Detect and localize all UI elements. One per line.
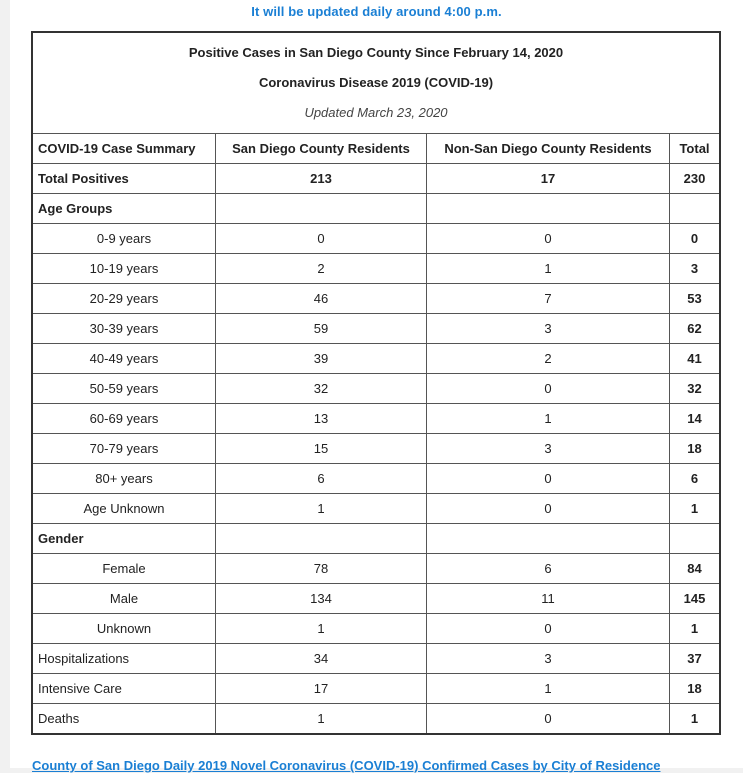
row-label: 70-79 years [32,434,216,464]
section-label: Age Groups [32,194,216,224]
row-label: Male [32,584,216,614]
table-row [32,464,720,494]
header-case-summary: COVID-19 Case Summary [32,134,216,164]
total-value: 41 [670,344,721,374]
non-sd-value: 6 [427,554,670,584]
non-sd-value: 1 [427,254,670,284]
sd-value: 134 [216,584,427,614]
table-row [32,374,720,404]
total-value: 53 [670,284,721,314]
case-summary-table [31,31,721,735]
total-value: 230 [670,164,721,194]
row-label: Intensive Care [32,674,216,704]
table-row [32,644,720,674]
non-sd-value: 11 [427,584,670,614]
total-positives-row [32,164,720,194]
sd-value: 1 [216,494,427,524]
total-value: 32 [670,374,721,404]
row-label: 0-9 years [32,224,216,254]
sd-value: 213 [216,164,427,194]
empty-cell [670,194,721,224]
table-row [32,344,720,374]
title-row [32,32,720,134]
non-sd-value: 0 [427,374,670,404]
table-row [32,434,720,464]
non-sd-value: 0 [427,704,670,735]
table-row [32,224,720,254]
total-value: 14 [670,404,721,434]
header-row [32,134,720,164]
total-value: 0 [670,224,721,254]
table-row [32,554,720,584]
table-title: Positive Cases in San Diego County Since February 14, 2020 [188,45,564,60]
empty-cell [670,524,721,554]
sd-value: 34 [216,644,427,674]
row-label: 30-39 years [32,314,216,344]
sd-value: 1 [216,704,427,735]
non-sd-value: 3 [427,644,670,674]
total-value: 1 [670,704,721,735]
table-row [32,404,720,434]
sd-value: 78 [216,554,427,584]
total-value: 37 [670,644,721,674]
table-row [32,494,720,524]
table-row [32,254,720,284]
row-label: 80+ years [32,464,216,494]
title-cell [32,32,720,134]
total-value: 1 [670,494,721,524]
total-value: 1 [670,614,721,644]
header-non-sd-residents: Non-San Diego County Residents [427,134,670,164]
section-label: Gender [32,524,216,554]
updated-date: Updated March 23, 2020 [304,105,448,120]
non-sd-value: 3 [427,434,670,464]
non-sd-value: 0 [427,614,670,644]
sd-value: 15 [216,434,427,464]
gender-section-row [32,524,720,554]
sd-value: 6 [216,464,427,494]
total-value: 18 [670,674,721,704]
sd-value: 59 [216,314,427,344]
table-row [32,614,720,644]
non-sd-value: 1 [427,674,670,704]
non-sd-value: 17 [427,164,670,194]
sd-value: 0 [216,224,427,254]
row-label: 10-19 years [32,254,216,284]
table-row [32,314,720,344]
empty-cell [216,524,427,554]
non-sd-value: 7 [427,284,670,314]
row-label: Age Unknown [32,494,216,524]
non-sd-value: 1 [427,404,670,434]
residence-cases-link[interactable]: County of San Diego Daily 2019 Novel Coronavirus (COVID-19) Confirmed Cases by City of Residence [32,758,661,773]
row-label: 50-59 years [32,374,216,404]
row-label: Total Positives [32,164,216,194]
row-label: 60-69 years [32,404,216,434]
row-label: Female [32,554,216,584]
table-row [32,584,720,614]
non-sd-value: 2 [427,344,670,374]
non-sd-value: 0 [427,464,670,494]
update-notice: It will be updated daily around 4:00 p.m. [251,4,502,19]
sd-value: 32 [216,374,427,404]
empty-cell [216,194,427,224]
total-value: 145 [670,584,721,614]
empty-cell [427,524,670,554]
sd-value: 17 [216,674,427,704]
page [10,0,743,773]
row-label: Hospitalizations [32,644,216,674]
sd-value: 39 [216,344,427,374]
total-value: 84 [670,554,721,584]
empty-cell [427,194,670,224]
table-row [32,674,720,704]
non-sd-value: 0 [427,494,670,524]
total-value: 18 [670,434,721,464]
sd-value: 46 [216,284,427,314]
row-label: Unknown [32,614,216,644]
total-value: 6 [670,464,721,494]
row-label: 20-29 years [32,284,216,314]
row-label: 40-49 years [32,344,216,374]
table-row [32,284,720,314]
table-row [32,704,720,735]
header-total: Total [670,134,721,164]
total-value: 3 [670,254,721,284]
row-label: Deaths [32,704,216,735]
table-subtitle: Coronavirus Disease 2019 (COVID-19) [258,75,494,90]
non-sd-value: 3 [427,314,670,344]
sd-value: 1 [216,614,427,644]
age-groups-section-row [32,194,720,224]
total-value: 62 [670,314,721,344]
sd-value: 2 [216,254,427,284]
non-sd-value: 0 [427,224,670,254]
sd-value: 13 [216,404,427,434]
header-sd-residents: San Diego County Residents [216,134,427,164]
